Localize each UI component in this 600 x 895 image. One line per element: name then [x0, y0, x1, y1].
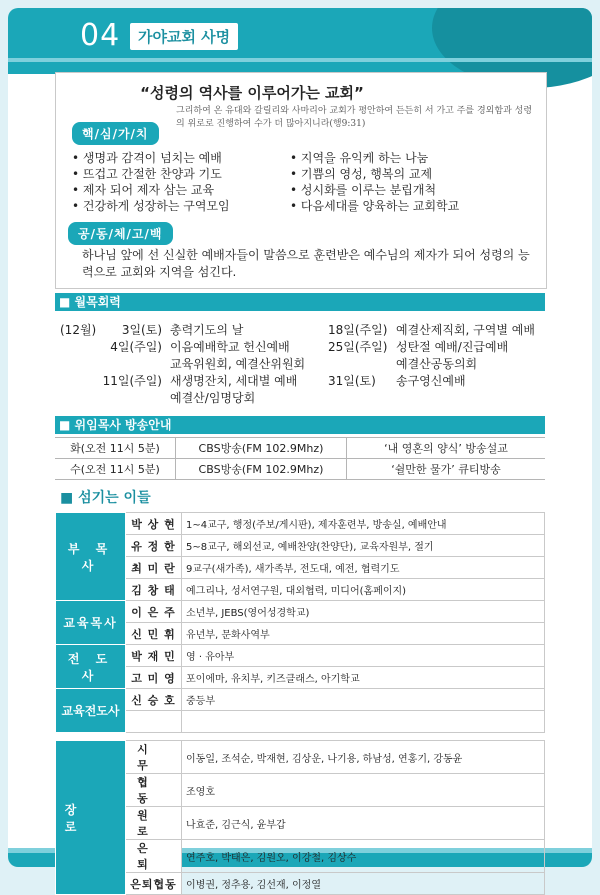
- staff-groups-3-members-1-name: [126, 711, 182, 733]
- schedule-row: [100, 373, 305, 390]
- core-value-item: • 성시화를 이루는 분립개척: [290, 182, 540, 198]
- section-number: 04: [80, 18, 121, 53]
- monthly-right-1-event: 성탄절 예배/진급예배: [396, 340, 509, 354]
- staff-groups-4-members-1-name: 협 동: [126, 774, 182, 807]
- monthly-left-0-date: 3일(토): [121, 323, 162, 337]
- schedule-row: [100, 322, 305, 339]
- schedule-row: [328, 356, 535, 373]
- staff-groups-1-members-1-name: 신 민 휘: [126, 623, 182, 645]
- core-values-left: [72, 150, 282, 214]
- monthly-right-column: [328, 322, 535, 390]
- monthly-right-3-event: 송구영신예배: [396, 374, 466, 388]
- monthly-right-0-date: 18일(주일): [328, 323, 388, 337]
- table-row: [56, 557, 545, 579]
- staff-groups-0-members-0-role: 1~4교구, 행정(주보/게시판), 제자훈련부, 방송실, 예배안내: [182, 513, 545, 535]
- table-row: [56, 645, 545, 667]
- core-value-item: • 기쁨의 영성, 행복의 교제: [290, 166, 540, 182]
- table-row: [56, 840, 545, 873]
- staff-groups-4-members-2-name: 원 로: [126, 807, 182, 840]
- monthly-left-3-date: 11일(주일): [102, 374, 162, 388]
- staff-table: [55, 512, 545, 895]
- staff-groups-0-members-0-name: 박 상 현: [126, 513, 182, 535]
- table-row: [56, 689, 545, 711]
- monthly-left-3-event: 새생명잔치, 세대별 예배: [170, 374, 298, 388]
- table-row: [56, 623, 545, 645]
- staff-groups-2-label: 전 도 사: [56, 645, 126, 689]
- schedule-row: [328, 322, 535, 339]
- staff-groups-0-members-1-role: 5~8교구, 해외선교, 예배찬양(찬양단), 교육자원부, 절기: [182, 535, 545, 557]
- table-row: [56, 741, 545, 774]
- staff-groups-0-members-1-name: 유 정 한: [126, 535, 182, 557]
- page-title: 가야교회 사명: [130, 23, 238, 50]
- community-tag: 공/동/체/고/백: [68, 222, 173, 245]
- schedule-row: [328, 373, 535, 390]
- staff-groups-0-members-3-name: 김 창 태: [126, 579, 182, 601]
- monthly-left-2-event: 교육위원회, 예결산위원회: [170, 357, 306, 371]
- staff-groups-4-members-3-role: 연주호, 박태은, 김원오, 이강철, 김상수: [182, 840, 545, 873]
- month-label: (12월): [60, 323, 97, 337]
- monthly-left-column: [100, 322, 305, 407]
- table-row: [56, 579, 545, 601]
- table-row: [56, 667, 545, 689]
- core-values-tag: 핵/심/가/치: [72, 122, 159, 145]
- staff-groups-4-members-1-role: 조영호: [182, 774, 545, 807]
- staff-groups-4-members-4-role: 이병권, 정추용, 김선재, 이정열: [182, 873, 545, 895]
- radio-rows-0-channel: CBS방송(FM 102.9Mhz): [176, 438, 347, 459]
- staff-groups-4-members-3-name: 은 퇴: [126, 840, 182, 873]
- core-values-right: [290, 150, 540, 214]
- radio-rows-1-channel: CBS방송(FM 102.9Mhz): [176, 459, 347, 480]
- core-value-item: • 다음세대를 양육하는 교회학교: [290, 198, 540, 214]
- core-value-item: • 뜨겁고 간절한 찬양과 기도: [72, 166, 282, 182]
- staff-groups-4-members-0-name: 시 무: [126, 741, 182, 774]
- vision-title: “성령의 역사를 이루어가는 교회”: [140, 84, 364, 102]
- monthly-left-4-event: 예결산/임명당회: [170, 391, 256, 405]
- table-row: [56, 873, 545, 895]
- staff-groups-3-members-1-role: [182, 711, 545, 733]
- radio-rows-1-program: ‘쉴만한 물가’ 큐티방송: [347, 459, 546, 480]
- table-row: [55, 438, 545, 459]
- core-value-item: • 지역을 유익케 하는 나눔: [290, 150, 540, 166]
- staff-groups-3-members-0-name: 신 승 호: [126, 689, 182, 711]
- table-row: [56, 711, 545, 733]
- staff-groups-4-members-0-role: 이동일, 조석순, 박재현, 김상운, 나기용, 하남성, 연홍기, 강동윤: [182, 741, 545, 774]
- staff-groups-0-members-2-role: 9교구(새가족), 새가족부, 전도대, 예전, 협력기도: [182, 557, 545, 579]
- staff-groups-3-label: 교육전도사: [56, 689, 126, 733]
- table-row: [56, 601, 545, 623]
- radio-table: [55, 437, 545, 480]
- staff-groups-3-members-0-role: 중등부: [182, 689, 545, 711]
- monthly-heading: ■ 월목회력: [55, 293, 545, 311]
- schedule-row: [100, 390, 305, 407]
- staff-groups-2-members-1-name: 고 미 영: [126, 667, 182, 689]
- community-confession: 하나님 앞에 선 신실한 예배자들이 말씀으로 훈련받은 예수님의 제자가 되어 성령의 능력으로 교회와 지역을 섬긴다.: [82, 248, 530, 279]
- radio-rows-1-time: 수(오전 11시 5분): [55, 459, 176, 480]
- staff-groups-4-members-2-role: 나효준, 김근식, 윤부갑: [182, 807, 545, 840]
- core-value-item: • 생명과 감격이 넘치는 예배: [72, 150, 282, 166]
- table-row: [56, 807, 545, 840]
- staff-groups-1-members-0-role: 소년부, JEBS(영어성경학교): [182, 601, 545, 623]
- staff-groups-1-members-1-role: 유년부, 문화사역부: [182, 623, 545, 645]
- radio-rows-0-time: 화(오전 11시 5분): [55, 438, 176, 459]
- header-band: [8, 8, 592, 74]
- monthly-left-1-event: 이음예배학교 헌신예배: [170, 340, 290, 354]
- monthly-right-3-date: 31일(토): [328, 374, 376, 388]
- staff-groups-0-members-3-role: 예그리나, 성서연구원, 대외협력, 미디어(홈페이지): [182, 579, 545, 601]
- staff-groups-0-members-2-name: 최 미 란: [126, 557, 182, 579]
- table-row: [56, 774, 545, 807]
- vision-quote: 그리하여 온 유대와 갈릴리와 사마리아 교회가 평안하여 든든히 서 가고 주를 경외함과 성령의 위로로 진행하여 수가 더 많아지니라(행9:31): [176, 106, 533, 129]
- staff-groups-2-members-1-role: 포이에마, 유치부, 키즈클래스, 아기학교: [182, 667, 545, 689]
- schedule-row: [100, 356, 305, 373]
- table-row: [56, 535, 545, 557]
- staff-groups-2-members-0-role: 영 · 유아부: [182, 645, 545, 667]
- staff-groups-1-label: 교육목사: [56, 601, 126, 645]
- monthly-left-1-date: 4일(주일): [110, 340, 162, 354]
- staff-groups-4-label: 장 로: [56, 741, 126, 895]
- staff-groups-1-members-0-name: 이 은 주: [126, 601, 182, 623]
- radio-heading: ■ 위임목사 방송안내: [55, 416, 545, 434]
- monthly-right-2-event: 예결산공동의회: [396, 357, 478, 371]
- core-value-item: • 건강하게 성장하는 구역모임: [72, 198, 282, 214]
- table-row: [55, 459, 545, 480]
- monthly-left-0-event: 총력기도의 날: [170, 323, 244, 337]
- schedule-row: [328, 339, 535, 356]
- core-value-item: • 제자 되어 제자 삼는 교육: [72, 182, 282, 198]
- radio-rows-0-program: ‘내 영혼의 양식’ 방송설교: [347, 438, 546, 459]
- monthly-right-0-event: 예결산제직회, 구역별 예배: [396, 323, 535, 337]
- table-row: [56, 513, 545, 535]
- staff-groups-2-members-0-name: 박 재 민: [126, 645, 182, 667]
- monthly-right-1-date: 25일(주일): [328, 340, 388, 354]
- schedule-row: [100, 339, 305, 356]
- staff-groups-0-label: 부 목 사: [56, 513, 126, 601]
- staff-heading: ■ 섬기는 이들: [60, 490, 151, 506]
- staff-groups-4-members-4-name: 은퇴협동: [126, 873, 182, 895]
